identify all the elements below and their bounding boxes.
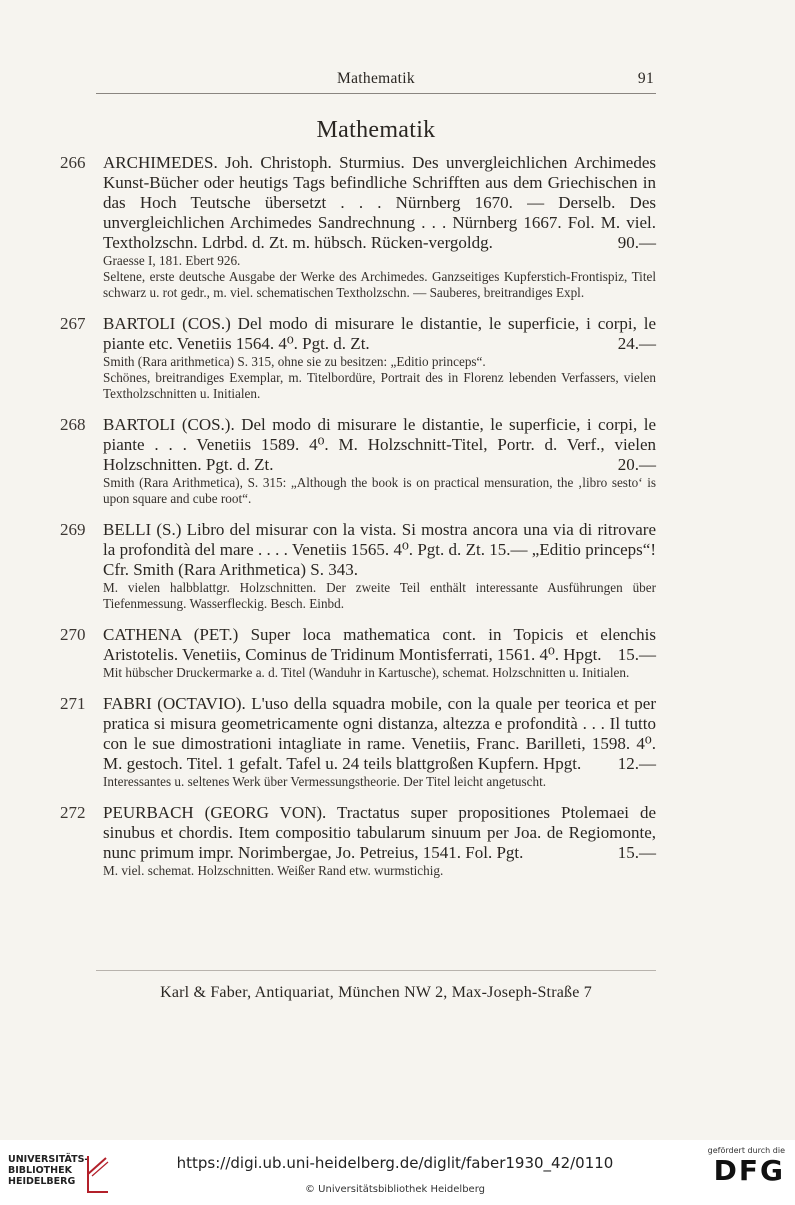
library-emblem-icon xyxy=(82,1152,112,1196)
entry-text: CATHENA (PET.) Super loca mathematica cont. in Topicis et elenchis Aristotelis. Venetiis, Cominus de Tridinum Montisferrati, 1561. 4⁰. Hpgt. xyxy=(103,625,656,664)
permalink-url[interactable]: https://digi.ub.uni-heidelberg.de/diglit/faber1930_42/0110 xyxy=(176,1154,614,1172)
entry-text: BARTOLI (COS.). Del modo di misurare le distantie, le superficie, i corpi, le piante . . . Venetiis 1589. 4⁰. M. Holzschnitt-Titel, Portr. d. Verf., vielen Holzschnitten. Pgt. d. Zt. xyxy=(103,415,656,474)
page-number: 91 xyxy=(637,70,654,87)
entry-description xyxy=(103,625,656,665)
entry-description xyxy=(103,153,656,253)
entry-price: 15.— xyxy=(617,645,656,664)
catalog-entries xyxy=(60,153,656,892)
entry-number: 269 xyxy=(60,520,86,539)
entry-note: Seltene, erste deutsche Ausgabe der Werke des Archimedes. Ganzseitiges Kupferstich-Frontispiz, Titel schwarz u. rot gedr., m. viel. schematischen Textholzschn. — Sauberes, breitrandiges Expl. xyxy=(103,269,656,300)
dfg-logo-icon: DFG xyxy=(713,1154,785,1187)
entry-price: 24.— xyxy=(617,334,656,353)
catalog-entry xyxy=(60,803,656,879)
entry-text: BELLI (S.) Libro del misurar con la vista. Si mostra ancora una via di ritrovare la profondità del mare . . . . Venetiis 1565. 4⁰. Pgt. d. Zt. 15.— „Editio princeps“! Cfr. Smith (Rara Arithmetica) S. 343. xyxy=(103,520,656,579)
entry-number: 270 xyxy=(60,625,86,644)
entry-description xyxy=(103,694,656,774)
entry-price: 90.— xyxy=(617,233,656,252)
entry-price: 20.— xyxy=(617,455,656,474)
entry-note: Smith (Rara Arithmetica), S. 315: „Although the book is on practical mensuration, the ‚libro sesto‘ is upon square and cube root“. xyxy=(103,475,656,506)
entry-note: M. viel. schemat. Holzschnitten. Weißer Rand etw. wurmstichig. xyxy=(103,863,444,878)
entry-note: Smith (Rara arithmetica) S. 315, ohne sie zu besitzen: „Editio princeps“. xyxy=(103,354,486,369)
entry-description xyxy=(103,803,656,863)
entry-description xyxy=(103,415,656,475)
library-logo-text: UNIVERSITÄTS- BIBLIOTHEK HEIDELBERG xyxy=(8,1154,89,1187)
entry-note: Schönes, breitrandiges Exemplar, m. Titelbordüre, Portrait des in Florenz lebenden Verfassers, vielen Textholzschnitten u. Initialen. xyxy=(103,370,656,401)
entry-note: Interessantes u. seltenes Werk über Vermessungstheorie. Der Titel leicht angetuscht. xyxy=(103,774,547,789)
entry-description xyxy=(103,520,656,580)
entry-number: 266 xyxy=(60,153,86,172)
entry-number: 267 xyxy=(60,314,86,333)
entry-note: Graesse I, 181. Ebert 926. xyxy=(103,253,241,268)
catalog-entry xyxy=(60,153,656,301)
viewer-footer xyxy=(0,1140,795,1205)
catalog-entry xyxy=(60,520,656,612)
running-head xyxy=(96,70,656,92)
catalog-entry xyxy=(60,694,656,790)
entry-number: 271 xyxy=(60,694,86,713)
publisher-line: Karl & Faber, Antiquariat, München NW 2, Max-Joseph-Straße 7 xyxy=(160,984,592,1001)
entry-description xyxy=(103,314,656,354)
entry-number: 272 xyxy=(60,803,86,822)
entry-note: M. vielen halbblattgr. Holzschnitten. Der zweite Teil enthält interessante Ausführungen über Tiefenmessung. Wasserfleckig. Besch. Einbd. xyxy=(103,580,656,611)
header-rule xyxy=(96,93,656,94)
entry-number: 268 xyxy=(60,415,86,434)
entry-text: FABRI (OCTAVIO). L'uso della squadra mobile, con la quale per teorica et per pratica si misura geometricamente ogni distanza, altezza e profondità . . . Il tutto con le sue dimostrationi intagliate in rame. Venetiis, Franc. Barilleti, 1598. 4⁰. M. gestoch. Titel. 1 gefalt. Tafel u. 24 teils blattgroßen Kupfern. Hpgt. xyxy=(103,694,656,773)
catalog-entry xyxy=(60,415,656,507)
section-title: Mathematik xyxy=(316,117,436,143)
entry-text: PEURBACH (GEORG VON). Tractatus super propositiones Ptolemaei de sinubus et chordis. Item compositio tabularum sinuum per Joa. de Regiomonte, nunc primum impr. Norimbergae, Jo. Petreius, 1541. Fol. Pgt. xyxy=(103,803,656,862)
entry-text: BARTOLI (COS.) Del modo di misurare le distantie, le superficie, i corpi, le piante etc. Venetiis 1564. 4⁰. Pgt. d. Zt. xyxy=(103,314,656,353)
funder-logo[interactable] xyxy=(695,1146,785,1187)
entry-price: 12.— xyxy=(617,754,656,773)
running-head-title: Mathematik xyxy=(337,70,415,87)
library-logo[interactable] xyxy=(8,1150,118,1198)
copyright-notice: © Universitätsbibliothek Heidelberg xyxy=(304,1184,485,1195)
entry-text: ARCHIMEDES. Joh. Christoph. Sturmius. Des unvergleichlichen Archimedes Kunst-Bücher oder heutigs Tags befindliche Schrifften aus dem Griechischen in das Hoch Teutsche übersetzt . . . Nürnberg 1670. — Derselb. Des unvergleichlichen Archimedes Sandrechnung . . . Nürnberg 1667. Fol. M. viel. Textholzschn. Ldrbd. d. Zt. m. hübsch. Rücken-vergoldg. xyxy=(103,153,656,252)
footer-rule xyxy=(96,970,656,971)
catalog-entry xyxy=(60,625,656,681)
entry-price: 15.— xyxy=(617,843,656,862)
funder-caption: gefördert durch die xyxy=(707,1146,785,1155)
catalog-entry xyxy=(60,314,656,402)
entry-note: Mit hübscher Druckermarke a. d. Titel (Wanduhr in Kartusche), schemat. Holzschnitten u. Initialen. xyxy=(103,665,630,680)
